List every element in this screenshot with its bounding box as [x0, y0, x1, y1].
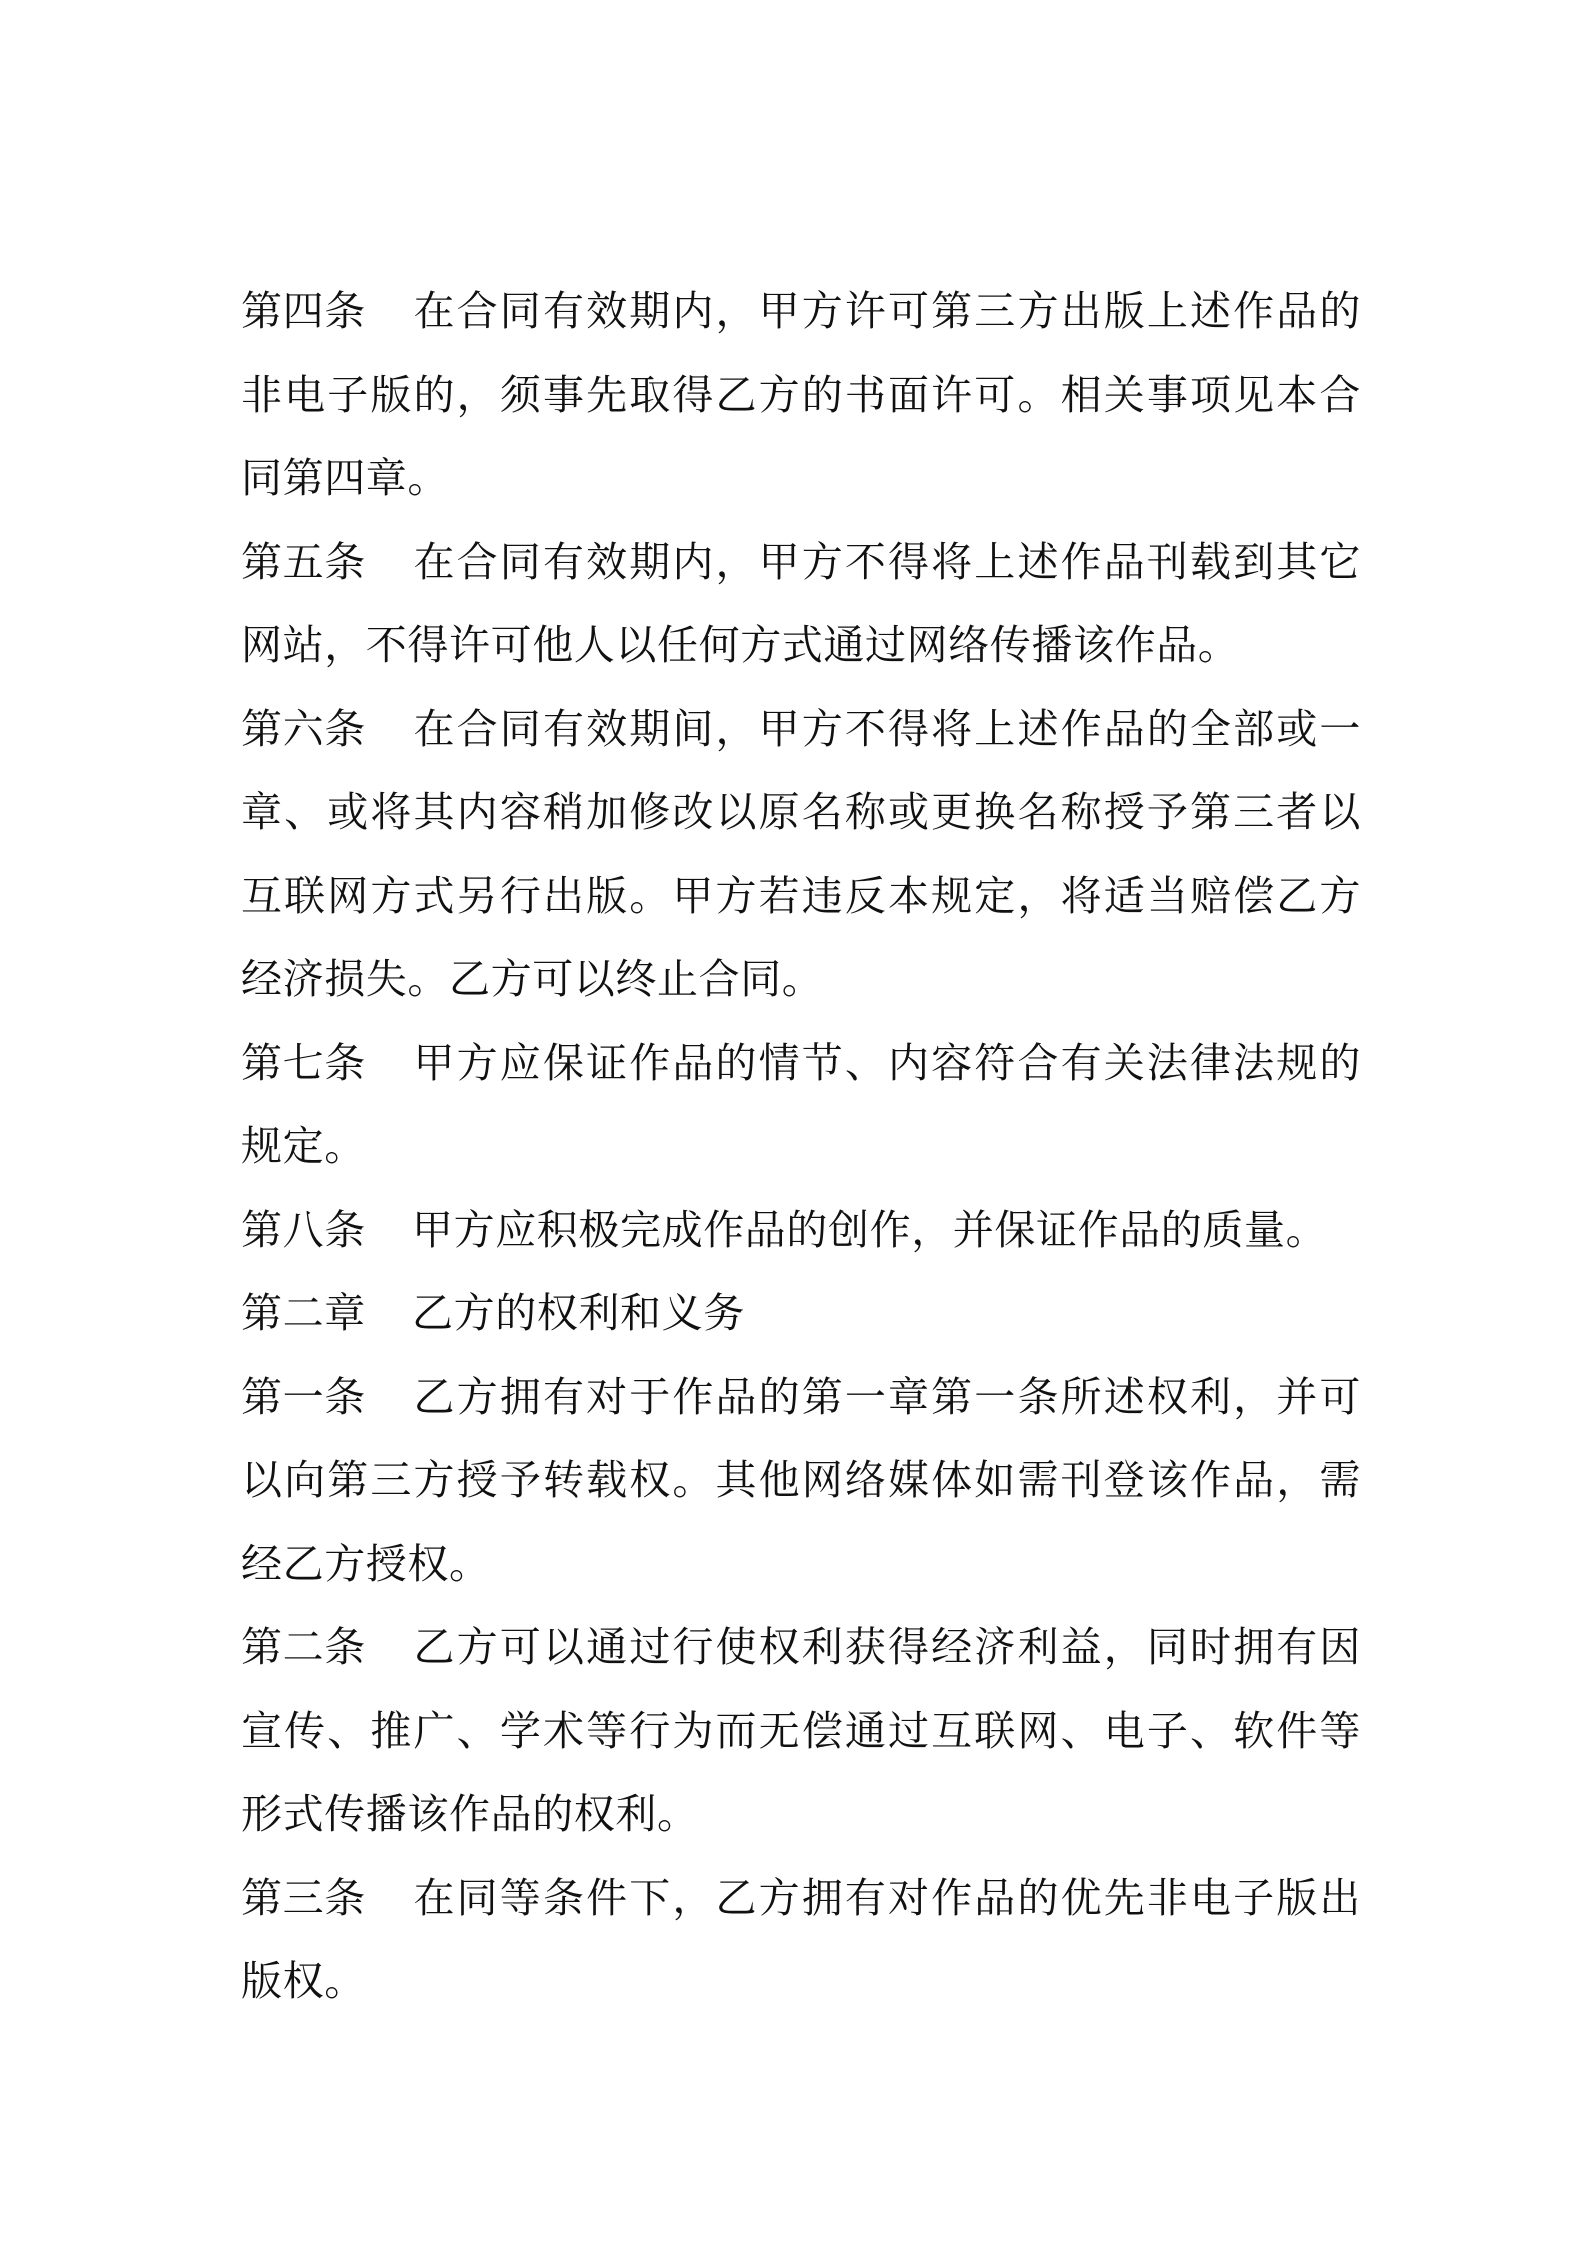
clause-paragraph: [241, 1356, 1361, 1607]
clause-label: 第三条: [241, 1873, 366, 1922]
clause-paragraph: [241, 521, 1361, 688]
clause-label: 第八条: [241, 1205, 366, 1254]
clause-text: 在同等条件下，乙方拥有对作品的优先非电子版出版权。: [241, 1873, 1361, 2005]
clause-paragraph: [241, 270, 1361, 521]
clause-label: 第二条: [241, 1623, 366, 1671]
clause-paragraph: [241, 688, 1361, 1022]
contract-body: [241, 270, 1361, 2024]
clause-text: 乙方可以通过行使权利获得经济利益，同时拥有因宣传、推广、学术等行为而无偿通过互联网、电子、软件等形式传播该作品的权利。: [241, 1623, 1361, 1838]
clause-label: 第五条: [241, 537, 366, 586]
clause-paragraph: [241, 1857, 1361, 2024]
chapter-title: 乙方的权利和义务: [412, 1289, 745, 1337]
chapter-heading: [241, 1272, 1361, 1356]
clause-text: 在合同有效期内，甲方不得将上述作品刊载到其它网站，不得许可他人以任何方式通过网络传播该作品。: [241, 537, 1361, 669]
chapter-label: 第二章: [241, 1289, 366, 1337]
clause-paragraph: [241, 1606, 1361, 1857]
clause-paragraph: [241, 1189, 1361, 1273]
clause-text: 甲方应积极完成作品的创作，并保证作品的质量。: [412, 1205, 1328, 1254]
clause-label: 第七条: [241, 1038, 366, 1087]
clause-text: 甲方应保证作品的情节、内容符合有关法律法规的规定。: [241, 1038, 1361, 1170]
clause-label: 第六条: [241, 704, 366, 753]
clause-label: 第四条: [241, 287, 366, 335]
clause-text: 乙方拥有对于作品的第一章第一条所述权利，并可以向第三方授予转载权。其他网络媒体如需刊登该作品，需经乙方授权。: [241, 1372, 1361, 1588]
clause-label: 第一条: [241, 1372, 366, 1421]
clause-text: 在合同有效期间，甲方不得将上述作品的全部或一章、或将其内容稍加修改以原名称或更换名称授予第三者以互联网方式另行出版。甲方若违反本规定，将适当赔偿乙方经济损失。乙方可以终止合同。: [241, 704, 1361, 1003]
clause-paragraph: [241, 1022, 1361, 1189]
clause-text: 在合同有效期内，甲方许可第三方出版上述作品的非电子版的，须事先取得乙方的书面许可。相关事项见本合同第四章。: [241, 287, 1361, 502]
